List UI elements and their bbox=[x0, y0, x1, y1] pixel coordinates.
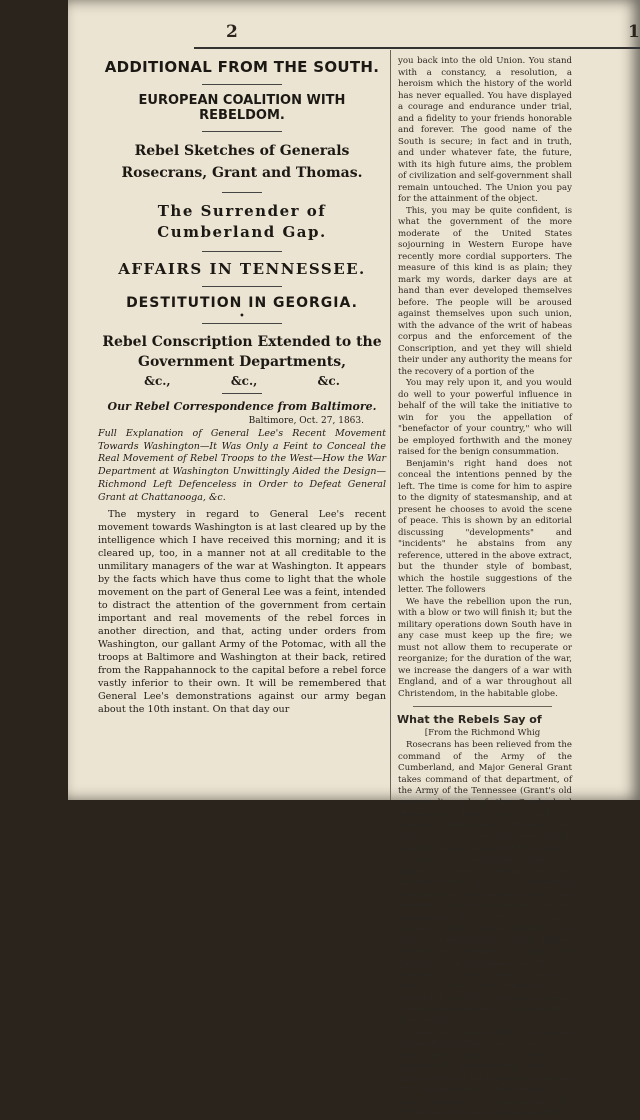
ornament-dot: • bbox=[239, 311, 245, 322]
right-paragraph: you back into the old Union. You stand with a constancy, a resolution, a heroism which the history of the world has never equalled. You have displayed a courage and endurance under trial, and a fidelity to your friends honorable and forever. The good name of the South is secure; in fact and in truth, and under whatever fate, the future, with its high future aims, the problem of civilization and self-government shall remain untouched. The Union you pay for the attainment of the object. bbox=[398, 56, 572, 204]
right-heading: What the Rebels Say of bbox=[397, 713, 542, 726]
right-paragraph: So much we learn from a New York paper. If the strength of the announcement, be not a misleading hyperbole—it now remains to be seen whether the conquerable hero of the Mississippi valley, with his five more armies, reduced more strongly, and with more territory than all our Yankee armies put together, or than any general since Napoleon the First—it remains for Major General Grant to drive the rebels now intrenched and fortified in the West, as he has already routed them the length and breadth of the great river. bbox=[398, 855, 572, 1026]
column-rule bbox=[390, 50, 391, 800]
divider bbox=[413, 706, 552, 707]
right-paragraph: You may rely upon it, and you would do well to your powerful influence in behalf of the will take the initiative to win for you the appellation of "benefactor of your country," who will be employed forthwith and the money raised for the benign consummation. bbox=[398, 378, 572, 457]
headline-cumberland-gap: The Surrender of Cumberland Gap. bbox=[157, 202, 327, 241]
right-paragraph: There are some sounding sentences in the official letters. Let us look a little into the history of Ulysses. A regimental quartermaster, who was famous only for his love of whiskey, his first appearance in the present war was somewhere, in conjunction with McClernand of the Confederate army bbox=[398, 1027, 572, 1118]
etc-marks bbox=[96, 374, 388, 388]
right-paragraph: We have the rebellion upon the run, with a blow or two will finish it; but the military operations down South have in any case must keep up the fire; we must not allow them to recuperate or reorganize; for the duration of the war, we increase the dangers of a war with England, and of a war throughout all Christendom, in the habitable globe. bbox=[398, 596, 572, 699]
headline-destitution-georgia: DESTITUTION IN GEORGIA. bbox=[126, 295, 358, 311]
divider bbox=[202, 251, 282, 252]
divider bbox=[202, 323, 282, 324]
left-column bbox=[96, 52, 388, 800]
divider bbox=[222, 192, 262, 193]
page-number: 2 bbox=[226, 22, 238, 42]
headline-rebel-conscription: Rebel Conscription Extended to the Government Departments, bbox=[102, 334, 382, 370]
right-subheading: [From the Richmond Whig bbox=[424, 728, 541, 738]
divider bbox=[202, 131, 282, 132]
etc-mark: &c. bbox=[317, 374, 340, 388]
dateline: Baltimore, Oct. 27, 1863. bbox=[248, 416, 364, 426]
right-paragraph: This, you may be quite confident, is what the government of the more moderate of the United States sojourning in Western Europe have recently more cordial supporters. The measure of this kind is as plain; they mark my words, darker days are at hand than ever developed themselves before. The people will be aroused against themselves upon such union, with the advance of the writ of habeas corpus and the enforcement of the Conscription, and yet they will shield their under any authority the means for the recovery of a portion of the bbox=[398, 205, 572, 377]
article-body: The mystery in regard to General Lee's recent movement towards Washington is at last cleared up by the intelligence which I have received this morning; and it is cleared up, too, in a manner not at all creditable to the unmilitary managers of the war at Washington. It appears by the facts which have thus come to light that the whole movement on the part of General Lee was a feint, intended to distract the attention of the government from certain important and real movements of the rebel forces in another direction, and that, acting under orders from Washington, our gallant Army of the Potomac, with all the troops at Baltimore and Washington at their back, retired from the Rappahannock to the capital before a rebel force vastly inferior to their own. It will be remembered that General Lee's demonstrations against our army began about the 10th instant. On that day our bbox=[98, 509, 386, 716]
headline-rebel-sketches: Rebel Sketches of Generals Rosecrans, Grant and Thomas. bbox=[121, 143, 363, 181]
article-summary: Full Explanation of General Lee's Recent Movement Towards Washington—It Was Only a Feint to Conceal the Real Movement of Rebel Troops to the West—How the War Department at Washington Unwittingly Aided the Design—Richmond Left Defenceless in Order to Defeat General Grant at Chattanooga, &c. bbox=[98, 428, 386, 503]
divider bbox=[202, 84, 282, 85]
headline-additional-south: ADDITIONAL FROM THE SOUTH. bbox=[104, 58, 380, 76]
etc-mark: &c., bbox=[144, 374, 171, 388]
right-paragraph: Rosecrans has been relieved from the command of the Army of the Cumberland, and Major General Grant takes command of that department, of the Army of the Tennessee (Grant's old command), and of the Cumberland (Rosecrans' late army), and of Kentucky (Burnside's). Thomas, the Virginian and once ultra secessionist, takes the place vacated by Rosecrans. bbox=[398, 740, 572, 854]
right-paragraph: Benjamin's right hand does not conceal the intentions penned by the left. The time is come for him to aspire to the dignity of statesmanship, and at present he chooses to avoid the scene of peace. This is shown by an editorial discussing "developments" and "incidents" he abstains from any reference, uttered in the above extract, but the thunder style of bombast, which the hostile suggestions of the letter. The followers bbox=[398, 458, 572, 595]
top-rule bbox=[194, 47, 640, 49]
headline-european-coalition: EUROPEAN COALITION WITH REBELDOM. bbox=[138, 93, 346, 123]
headline-affairs-tennessee: AFFAIRS IN TENNESSEE. bbox=[118, 260, 366, 278]
right-column bbox=[393, 56, 572, 1118]
correspondence-byline: Our Rebel Correspondence from Baltimore. bbox=[107, 400, 377, 413]
divider bbox=[222, 393, 262, 394]
divider bbox=[202, 286, 282, 287]
right-page-marker: 1 bbox=[628, 22, 640, 42]
etc-mark: &c., bbox=[230, 374, 258, 388]
